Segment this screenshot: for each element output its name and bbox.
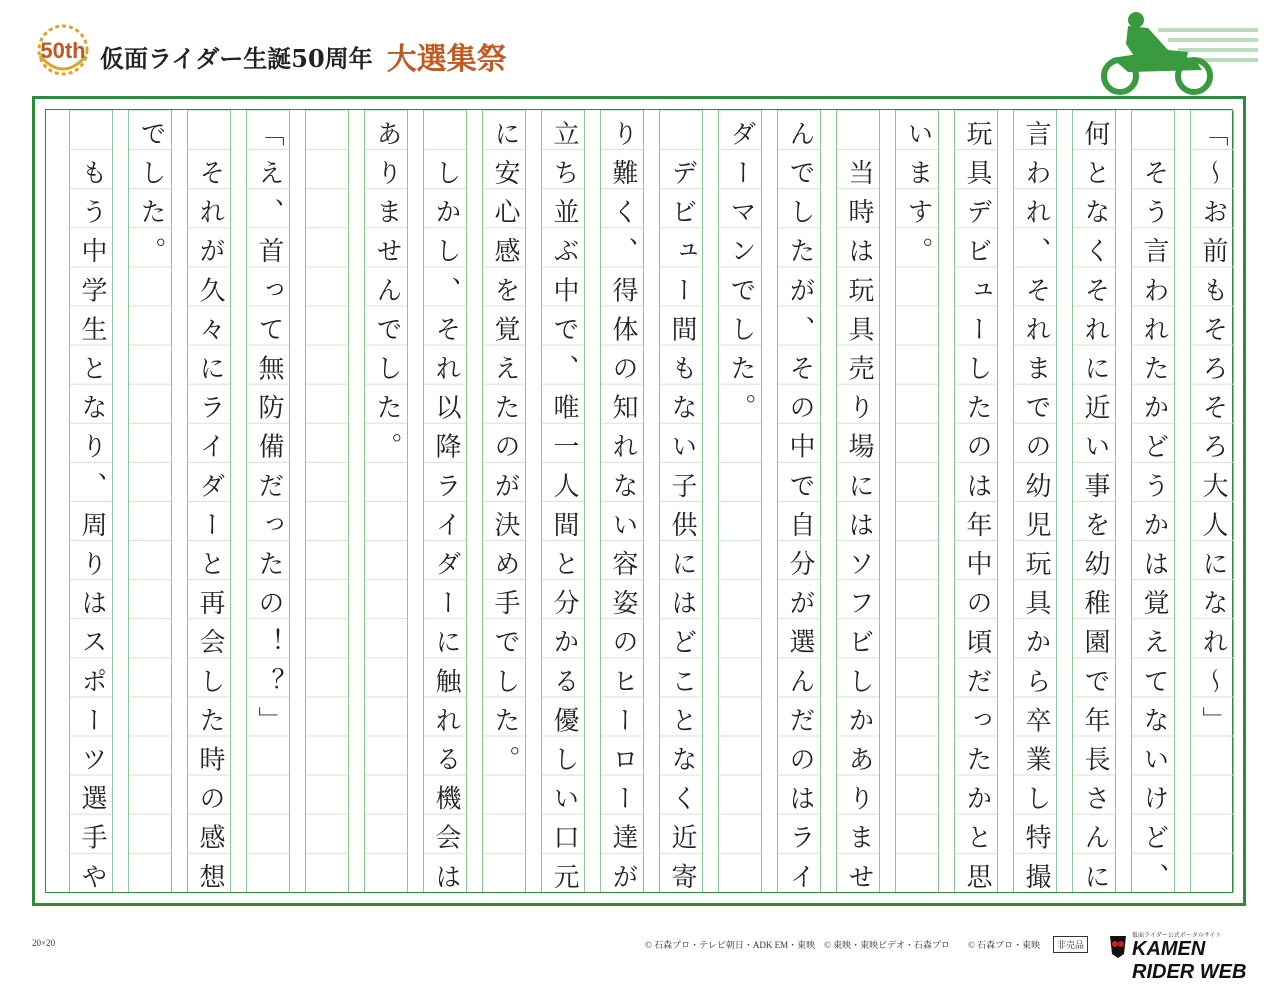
manuscript-grid: [45, 109, 1233, 902]
footer: [0, 930, 1280, 983]
grid-column: [600, 110, 644, 902]
column-text: り難く、得体の知れない容姿のヒーロー達が: [608, 120, 638, 902]
grid-column: [1013, 110, 1057, 902]
manuscript-paper: [32, 96, 1246, 906]
grid-column: [246, 110, 290, 892]
column-text: 「え、首って無防備だったの！？」: [254, 120, 284, 746]
page-title: [100, 34, 507, 78]
column-text: 言われ、それまでの幼児玩具から卒業し特撮: [1021, 120, 1051, 902]
brand-name: KAMEN RIDER WEB: [1132, 938, 1247, 983]
grid-column: [954, 110, 998, 902]
column-text: 何となくそれに近い事を幼稚園で年長さんに: [1080, 120, 1110, 902]
column-text: います。: [903, 120, 933, 277]
anniversary-50th-logo: [30, 22, 96, 84]
title-sub: 大選集祭: [386, 42, 507, 77]
column-text: ダーマンでした。: [726, 120, 756, 433]
copyright-2: © 東映・東映ビデオ・石森プロ: [824, 940, 950, 950]
motorcycle-rider-icon: [1098, 8, 1258, 96]
copyright-3: © 石森プロ・東映: [968, 940, 1041, 950]
grid-column: [305, 110, 349, 892]
rider-mask-icon: [1106, 930, 1130, 960]
grid-column: [541, 110, 585, 902]
grid-column: [423, 110, 467, 902]
column-text: んでしたが、その中で自分が選んだのはライ: [785, 120, 815, 902]
grid-column: [836, 110, 880, 902]
column-text: 「～お前もそろそろ大人になれ～」: [1198, 120, 1228, 746]
grid-column: [777, 110, 821, 902]
kamen-rider-web-logo: [1106, 930, 1251, 983]
grid-column: [718, 110, 762, 892]
column-text: でした。: [136, 120, 166, 277]
title-main: 仮面ライダー生誕50周年: [100, 44, 373, 73]
column-text: 立ち並ぶ中で、唯一人間と分かる優しい口元: [549, 120, 579, 902]
column-text: そう言われたかどうかは覚えてないけど、: [1139, 120, 1169, 902]
column-text: 当時は玩具売り場にはソフビしかありませ: [844, 120, 874, 902]
grid-column: [69, 110, 113, 902]
grid-column: [1072, 110, 1116, 902]
column-text: デビュー間もない子供にはどことなく近寄: [667, 120, 697, 902]
column-text: それが久々にライダーと再会した時の感想: [195, 120, 225, 902]
brand-tagline: 仮面ライダー公式ポータルサイト: [1132, 933, 1222, 939]
column-text: 玩具デビューしたのは年中の頃だったかと思: [962, 120, 992, 902]
header: [0, 0, 1280, 92]
grid-column: [1190, 110, 1234, 892]
grid-column: [128, 110, 172, 892]
column-text: しかし、それ以降ライダーに触れる機会は: [431, 120, 461, 902]
grid-column: [1131, 110, 1175, 902]
grid-column: [364, 110, 408, 892]
column-text: ありませんでした。: [372, 120, 402, 472]
grid-column: [187, 110, 231, 902]
page-format-label: 20×20: [32, 938, 56, 948]
column-text: に安心感を覚えたのが決め手でした。: [490, 120, 520, 785]
grid-column: [659, 110, 703, 902]
not-for-sale-badge: 非売品: [1053, 936, 1088, 953]
grid-column: [482, 110, 526, 892]
column-text: もう中学生となり、周りはスポーツ選手や: [77, 120, 107, 902]
copyright-1: © 石森プロ・テレビ朝日・ADK EM・東映: [645, 940, 816, 950]
logo-text: 50th: [40, 38, 86, 63]
grid-column: [895, 110, 939, 892]
